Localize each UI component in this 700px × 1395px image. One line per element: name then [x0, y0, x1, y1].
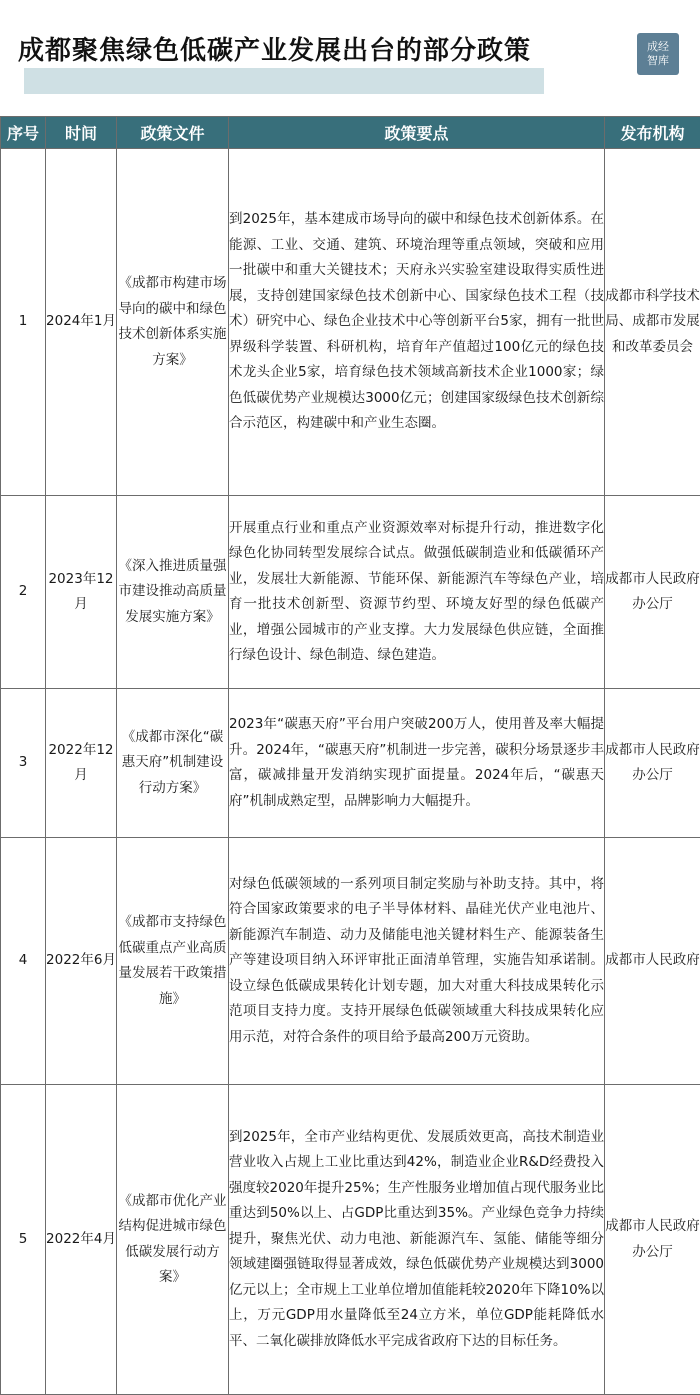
- table-row: [1, 689, 700, 838]
- row-index: 4: [1, 838, 46, 1085]
- table-header-row: [1, 117, 700, 149]
- row-issuer: 成都市人民政府办公厅: [605, 1085, 700, 1395]
- row-policy-points: 到2025年，基本建成市场导向的碳中和绿色技术创新体系。在能源、工业、交通、建筑、环境治理等重点领域，突破和应用一批碳中和重大关键技术；天府永兴实验室建设取得实质性进展，支持创建国家绿色技术创新中心、国家绿色技术工程（技术）研究中心、绿色企业技术中心等创新平台5家，拥有一批世界级科学装置、科研机构，培育年产值超过100亿元的绿色技术龙头企业5家，培育绿色技术领域高新技术企业1000家；绿色低碳优势产业规模达3000亿元；创建国家级绿色技术创新综合示范区，构建碳中和产业生态圈。: [229, 149, 605, 496]
- column-header-issuer: 发布机构: [605, 117, 700, 149]
- column-header-document: 政策文件: [117, 117, 229, 149]
- logo-text-line2: 智库: [647, 54, 669, 68]
- row-issuer: 成都市人民政府办公厅: [605, 496, 700, 689]
- row-index: 1: [1, 149, 46, 496]
- table-row: [1, 496, 700, 689]
- row-document: 《成都市支持绿色低碳重点产业高质量发展若干政策措施》: [117, 838, 229, 1085]
- page-title: 成都聚焦绿色低碳产业发展出台的部分政策: [18, 30, 531, 67]
- row-document: 《深入推进质量强市建设推动高质量发展实施方案》: [117, 496, 229, 689]
- row-document: 《成都市深化“碳惠天府”机制建设行动方案》: [117, 689, 229, 838]
- chengjing-zhiku-logo: [637, 33, 679, 75]
- row-issuer: 成都市人民政府: [605, 838, 700, 1085]
- row-time: 2023年12月: [46, 496, 117, 689]
- row-time: 2024年1月: [46, 149, 117, 496]
- logo-text-line1: 成经: [647, 40, 669, 54]
- row-time: 2022年6月: [46, 838, 117, 1085]
- policy-table: [0, 116, 700, 1395]
- row-index: 3: [1, 689, 46, 838]
- row-index: 5: [1, 1085, 46, 1395]
- row-issuer: 成都市科学技术局、成都市发展和改革委员会: [605, 149, 700, 496]
- row-policy-points: 对绿色低碳领域的一系列项目制定奖励与补助支持。其中，将符合国家政策要求的电子半导体材料、晶硅光伏产业电池片、新能源汽车制造、动力及储能电池关键材料生产、能源装备生产等建设项目纳入环评审批正面清单管理，实施告知承诺制。设立绿色低碳成果转化计划专题，加大对重大科技成果转化示范项目支持力度。支持开展绿色低碳领域重大科技成果转化应用示范，对符合条件的项目给予最高200万元资助。: [229, 838, 605, 1085]
- row-document: 《成都市优化产业结构促进城市绿色低碳发展行动方案》: [117, 1085, 229, 1395]
- row-policy-points: 开展重点行业和重点产业资源效率对标提升行动，推进数字化绿色化协同转型发展综合试点。做强低碳制造业和低碳循环产业，发展壮大新能源、节能环保、新能源汽车等绿色产业，培育一批技术创新型、资源节约型、环境友好型的绿色低碳产业，增强公园城市的产业支撑。大力发展绿色供应链，全面推行绿色设计、绿色制造、绿色建造。: [229, 496, 605, 689]
- column-header-index: 序号: [1, 117, 46, 149]
- row-time: 2022年4月: [46, 1085, 117, 1395]
- row-issuer: 成都市人民政府办公厅: [605, 689, 700, 838]
- row-index: 2: [1, 496, 46, 689]
- title-underline-highlight: [24, 68, 544, 94]
- row-policy-points: 2023年“碳惠天府”平台用户突破200万人，使用普及率大幅提升。2024年，“碳惠天府”机制进一步完善，碳积分场景逐步丰富，碳减排量开发消纳实现扩面提量。2024年后，“碳惠天府”机制成熟定型，品牌影响力大幅提升。: [229, 689, 605, 838]
- column-header-points: 政策要点: [229, 117, 605, 149]
- page-header: [0, 0, 700, 100]
- row-document: 《成都市构建市场导向的碳中和绿色技术创新体系实施方案》: [117, 149, 229, 496]
- row-policy-points: 到2025年，全市产业结构更优、发展质效更高，高技术制造业营业收入占规上工业比重达到42%，制造业企业R&D经费投入强度较2020年提升25%；生产性服务业增加值占现代服务业比重达到50%以上、占GDP比重达到35%。产业绿色竞争力持续提升，聚焦光伏、动力电池、新能源汽车、氢能、储能等细分领域建圈强链取得显著成效，绿色低碳优势产业规模达到3000亿元以上；全市规上工业单位增加值能耗较2020年下降10%以上，万元GDP用水量降低至24立方米，单位GDP能耗降低水平、二氧化碳排放降低水平完成省政府下达的目标任务。: [229, 1085, 605, 1395]
- row-time: 2022年12月: [46, 689, 117, 838]
- table-row: [1, 1085, 700, 1395]
- table-row: [1, 149, 700, 496]
- table-row: [1, 838, 700, 1085]
- column-header-time: 时间: [46, 117, 117, 149]
